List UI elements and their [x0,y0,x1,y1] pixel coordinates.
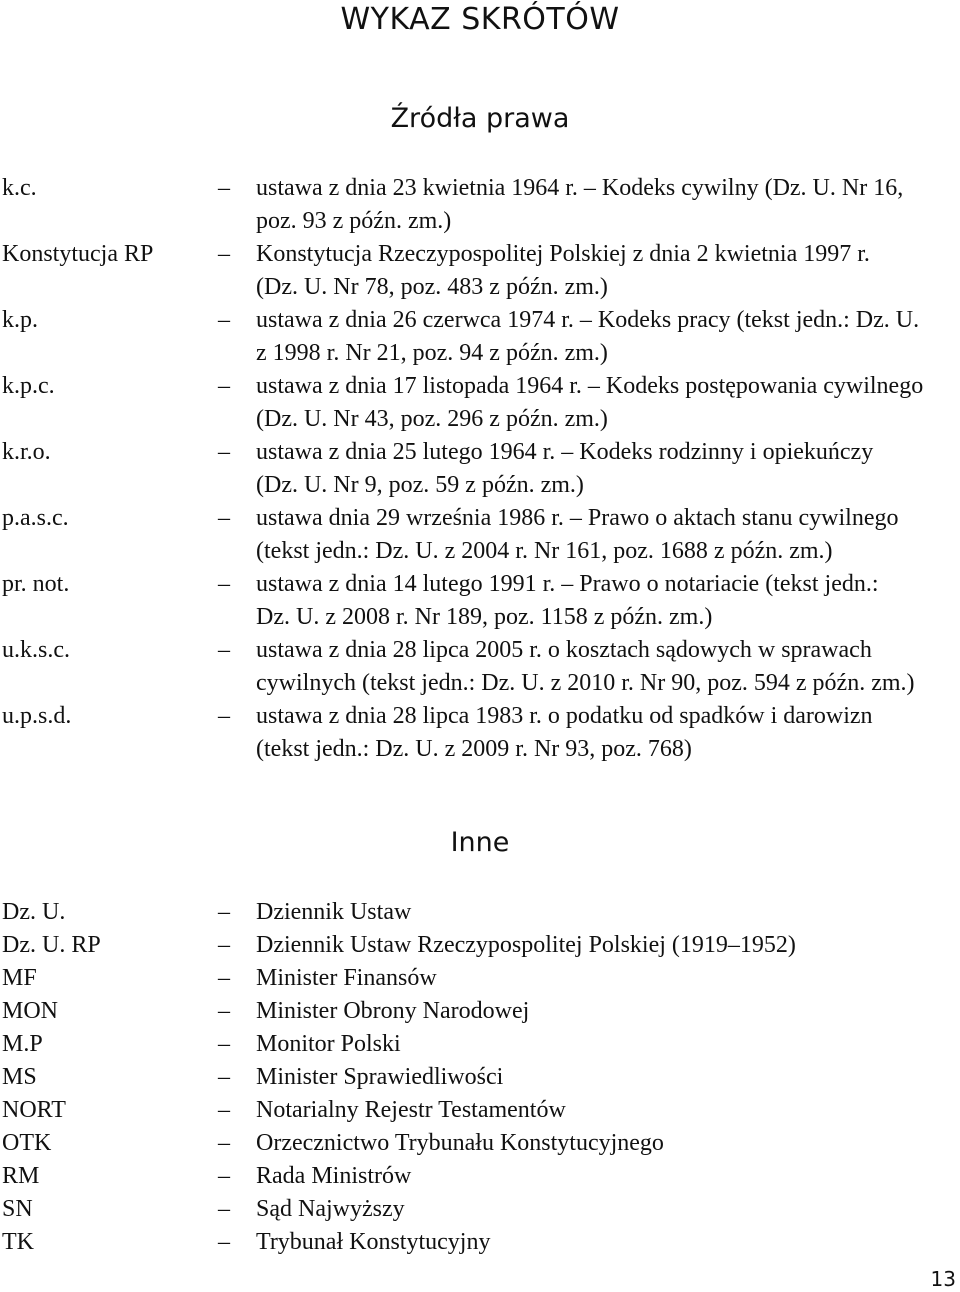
abbreviation-definition [256,1028,956,1061]
sources-abbreviation-list [0,172,960,766]
abbreviation-entry [0,1193,960,1226]
definition-line: poz. 93 z późn. zm.) [256,208,452,234]
abbreviation-definition [256,1127,956,1160]
definition-line: Minister Obrony Narodowej [256,998,530,1024]
abbreviation-definition [256,1226,956,1259]
abbreviation-definition [256,962,956,995]
abbreviation-definition [256,304,956,370]
abbreviation-definition [256,1160,956,1193]
abbreviation-entry [0,962,960,995]
abbreviation-term: k.r.o. [2,439,51,465]
abbreviation-term: Konstytucja RP [2,241,154,267]
abbreviation-term: TK [2,1229,34,1255]
abbreviation-dash: – [218,1097,230,1123]
abbreviation-entry [0,1094,960,1127]
section-heading-other: Inne [450,827,510,858]
section-heading-sources: Źródła prawa [390,103,570,134]
definition-line: Dziennik Ustaw Rzeczypospolitej Polskiej (1919–1952) [256,932,796,958]
abbreviation-dash: – [218,175,230,201]
abbreviation-term: MS [2,1064,37,1090]
abbreviation-definition [256,634,956,700]
definition-line: ustawa z dnia 28 lipca 2005 r. o kosztach sądowych w sprawach [256,637,872,663]
abbreviation-definition [256,568,956,634]
definition-line: Orzecznictwo Trybunału Konstytucyjnego [256,1130,664,1156]
definition-line: Dziennik Ustaw [256,899,412,925]
definition-line: (Dz. U. Nr 9, poz. 59 z późn. zm.) [256,472,584,498]
abbreviation-dash: – [218,965,230,991]
abbreviation-definition [256,172,956,238]
definition-line: ustawa dnia 29 września 1986 r. – Prawo o aktach stanu cywilnego [256,505,899,531]
abbreviation-definition [256,436,956,502]
abbreviation-definition [256,1061,956,1094]
abbreviation-term: MF [2,965,37,991]
definition-line: Sąd Najwyższy [256,1196,405,1222]
definition-line: ustawa z dnia 14 lutego 1991 r. – Prawo o notariacie (tekst jedn.: [256,571,879,597]
definition-line: ustawa z dnia 25 lutego 1964 r. – Kodeks rodzinny i opiekuńczy [256,439,874,465]
abbreviation-term: u.p.s.d. [2,703,72,729]
abbreviation-definition [256,502,956,568]
definition-line: ustawa z dnia 17 listopada 1964 r. – Kodeks postępowania cywilnego [256,373,924,399]
abbreviation-dash: – [218,703,230,729]
definition-line: Rada Ministrów [256,1163,412,1189]
abbreviation-term: OTK [2,1130,52,1156]
definition-line: Monitor Polski [256,1031,401,1057]
abbreviation-definition [256,896,956,929]
abbreviation-entry [0,1127,960,1160]
abbreviation-entry [0,700,960,766]
page-number: 13 [930,1267,956,1291]
abbreviation-dash: – [218,998,230,1024]
definition-line: cywilnych (tekst jedn.: Dz. U. z 2010 r. Nr 90, poz. 594 z późn. zm.) [256,670,915,696]
abbreviation-definition [256,995,956,1028]
abbreviation-entry [0,1061,960,1094]
abbreviation-entry [0,304,960,370]
abbreviation-definition [256,1193,956,1226]
definition-line: ustawa z dnia 26 czerwca 1974 r. – Kodeks pracy (tekst jedn.: Dz. U. [256,307,920,333]
abbreviation-dash: – [218,571,230,597]
definition-line: ustawa z dnia 23 kwietnia 1964 r. – Kodeks cywilny (Dz. U. Nr 16, [256,175,904,201]
abbreviation-entry [0,634,960,700]
abbreviation-entry [0,1160,960,1193]
definition-line: Dz. U. z 2008 r. Nr 189, poz. 1158 z późn. zm.) [256,604,713,630]
definition-line: Minister Finansów [256,965,437,991]
abbreviation-term: p.a.s.c. [2,505,69,531]
abbreviation-dash: – [218,373,230,399]
abbreviation-entry [0,172,960,238]
abbreviation-term: MON [2,998,59,1024]
abbreviation-dash: – [218,932,230,958]
abbreviation-term: NORT [2,1097,66,1123]
definition-line: (tekst jedn.: Dz. U. z 2004 r. Nr 161, poz. 1688 z późn. zm.) [256,538,833,564]
abbreviation-entry [0,238,960,304]
abbreviation-definition [256,1094,956,1127]
abbreviation-term: SN [2,1196,33,1222]
abbreviation-definition [256,929,956,962]
definition-line: z 1998 r. Nr 21, poz. 94 z późn. zm.) [256,340,608,366]
definition-line: Minister Sprawiedliwości [256,1064,504,1090]
definition-line: ustawa z dnia 28 lipca 1983 r. o podatku od spadków i darowizn [256,703,873,729]
abbreviation-term: k.c. [2,175,37,201]
other-abbreviation-list [0,896,960,1259]
definition-line: Trybunał Konstytucyjny [256,1229,491,1255]
abbreviation-entry [0,370,960,436]
abbreviation-definition [256,700,956,766]
definition-line: Notarialny Rejestr Testamentów [256,1097,566,1123]
abbreviation-term: u.k.s.c. [2,637,70,663]
abbreviation-entry [0,929,960,962]
abbreviation-dash: – [218,637,230,663]
abbreviation-definition [256,238,956,304]
definition-line: (Dz. U. Nr 78, poz. 483 z późn. zm.) [256,274,608,300]
abbreviation-dash: – [218,1163,230,1189]
abbreviation-dash: – [218,439,230,465]
abbreviation-dash: – [218,1031,230,1057]
abbreviation-entry [0,436,960,502]
abbreviation-term: pr. not. [2,571,70,597]
abbreviation-entry [0,896,960,929]
abbreviation-entry [0,568,960,634]
abbreviation-term: M.P [2,1031,43,1057]
abbreviation-dash: – [218,241,230,267]
abbreviation-entry [0,502,960,568]
definition-line: Konstytucja Rzeczypospolitej Polskiej z dnia 2 kwietnia 1997 r. [256,241,870,267]
abbreviation-term: Dz. U. RP [2,932,101,958]
abbreviation-term: k.p. [2,307,38,333]
abbreviation-dash: – [218,307,230,333]
abbreviation-dash: – [218,1130,230,1156]
abbreviation-definition [256,370,956,436]
abbreviation-term: RM [2,1163,40,1189]
abbreviation-entry [0,995,960,1028]
abbreviation-dash: – [218,899,230,925]
abbreviation-dash: – [218,1196,230,1222]
definition-line: (Dz. U. Nr 43, poz. 296 z późn. zm.) [256,406,608,432]
abbreviation-dash: – [218,1064,230,1090]
definition-line: (tekst jedn.: Dz. U. z 2009 r. Nr 93, poz. 768) [256,736,692,762]
abbreviation-dash: – [218,1229,230,1255]
abbreviation-term: k.p.c. [2,373,55,399]
abbreviation-entry [0,1226,960,1259]
abbreviation-term: Dz. U. [2,899,66,925]
abbreviation-entry [0,1028,960,1061]
page-title: WYKAZ SKRÓTÓW [340,2,620,37]
abbreviation-dash: – [218,505,230,531]
